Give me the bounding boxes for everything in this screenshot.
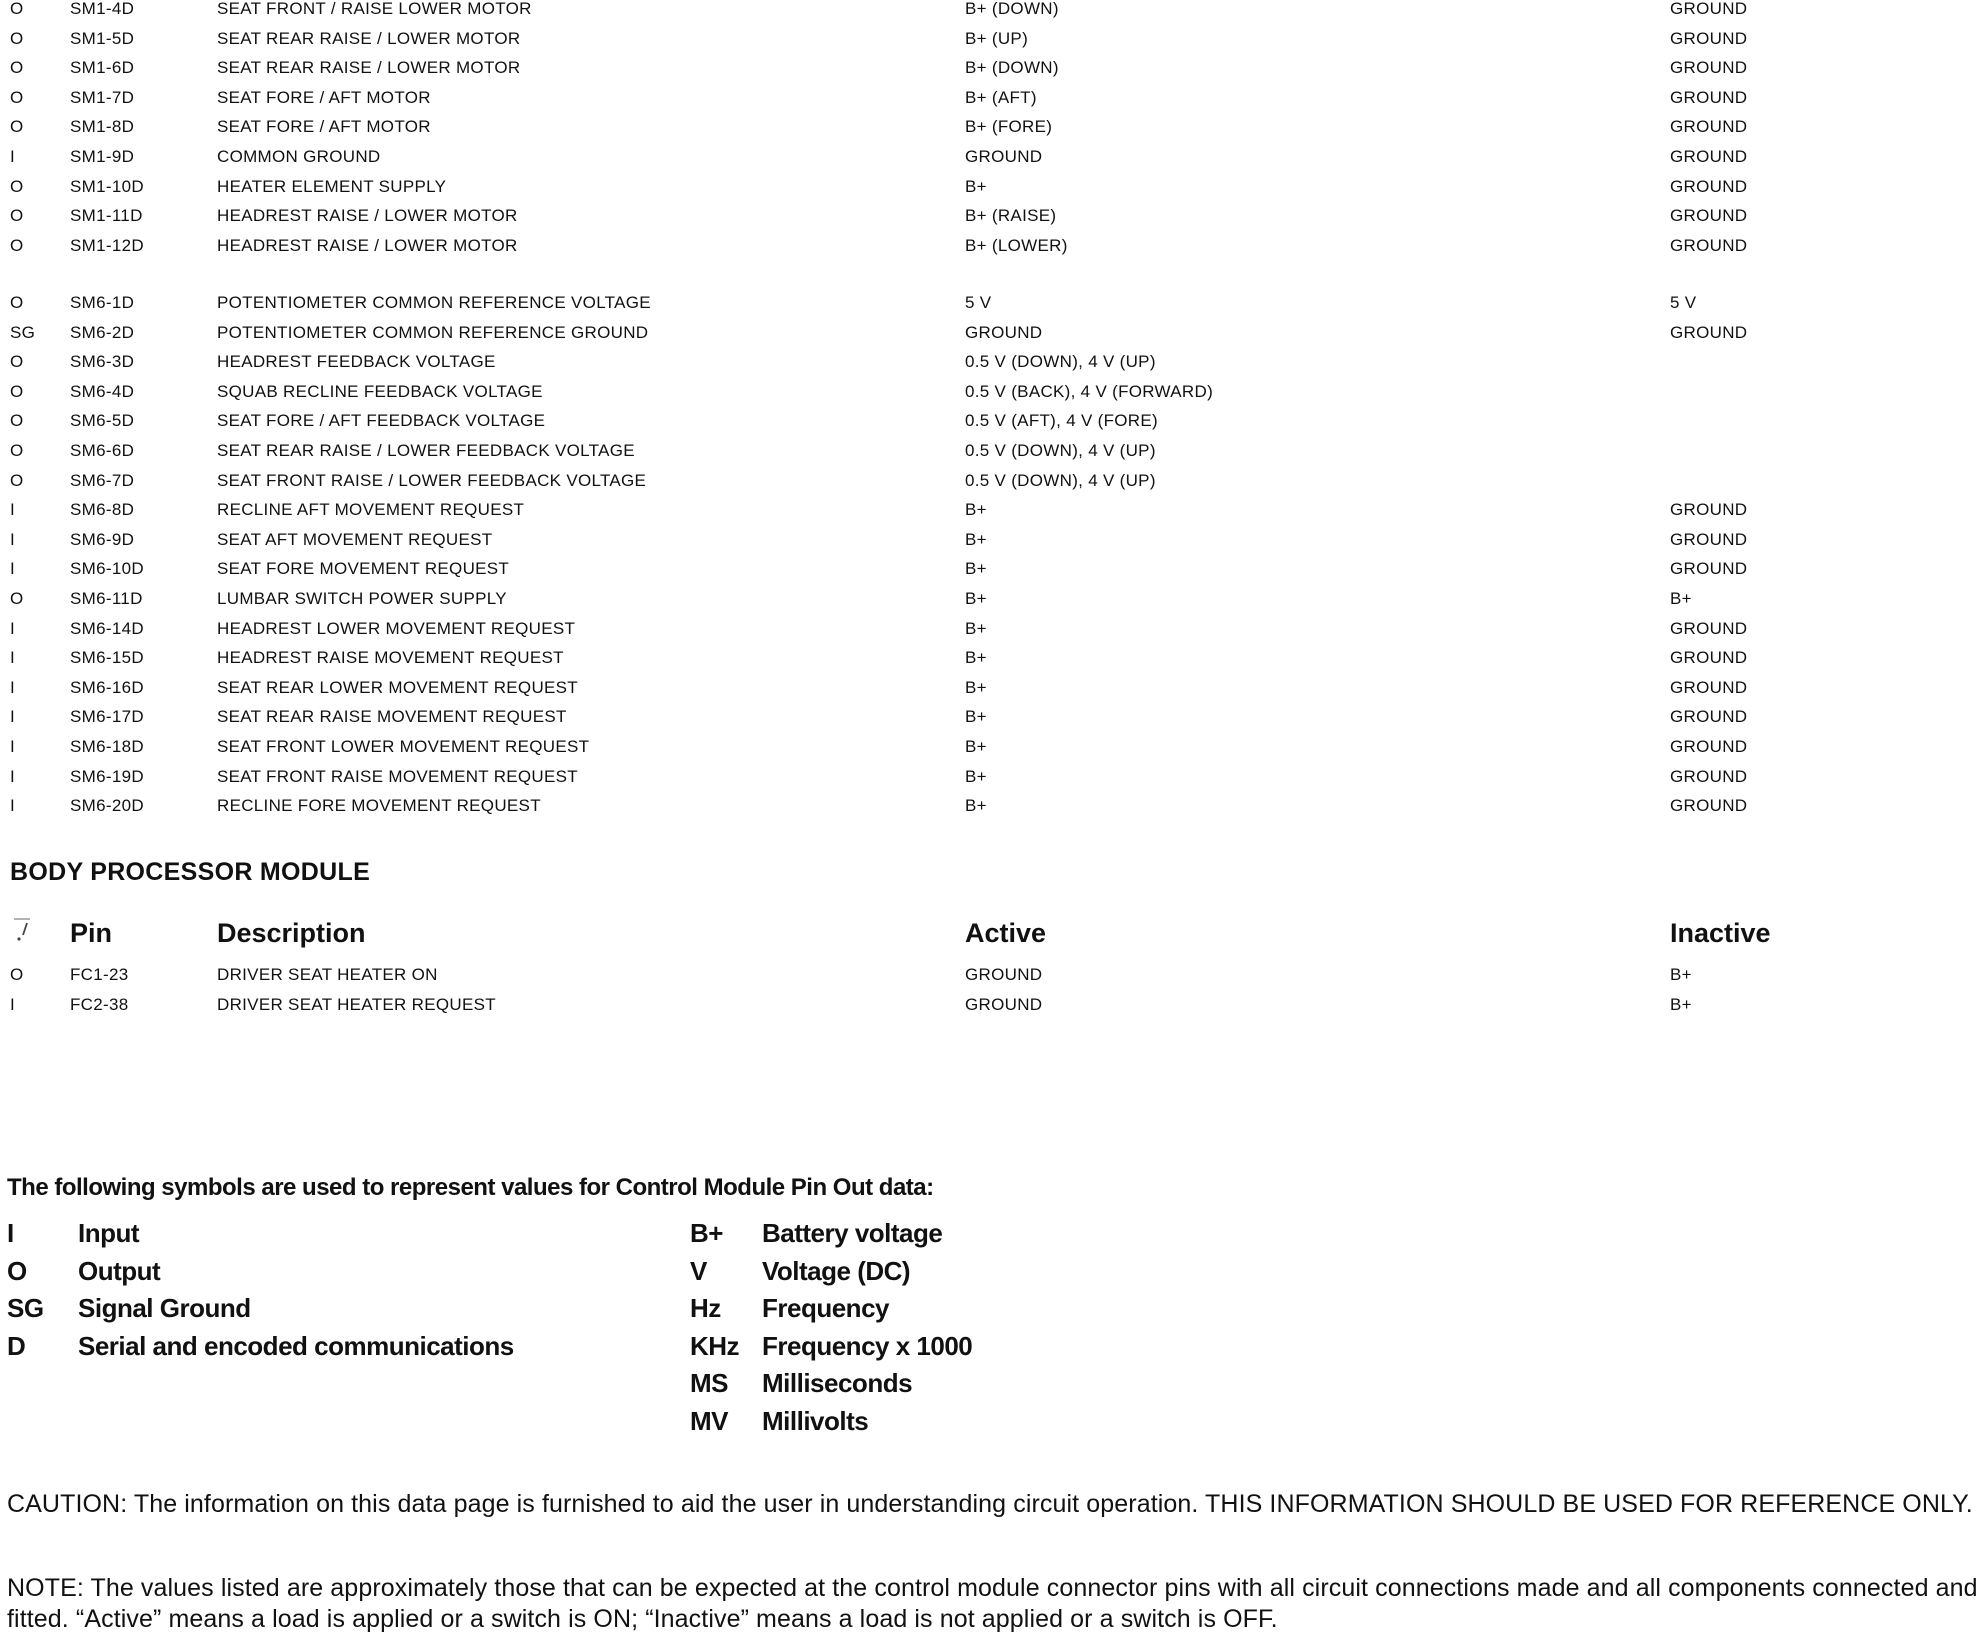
pin-id: SM6-14D [70,618,144,638]
pin-id: SM6-17D [70,707,144,727]
io-code: O [10,28,24,48]
pin-id: SM1-12D [70,235,144,255]
pin-id: SM1-6D [70,58,135,78]
pin-id: SM1-10D [70,176,144,196]
legend-symbol: B+ [690,1218,723,1248]
io-code: O [10,470,24,490]
pin-id: SM6-4D [70,381,135,401]
inactive-value: GROUND [1670,796,1748,816]
io-code: O [10,117,24,137]
inactive-value: GROUND [1670,0,1748,18]
inactive-value: GROUND [1670,737,1748,756]
pin-description: SEAT FORE / AFT MOTOR [217,87,431,107]
table-row [0,55,1984,81]
io-code: I [10,707,16,727]
pin-description: RECLINE FORE MOVEMENT REQUEST [217,796,541,816]
active-value: B+ [965,529,987,549]
pin-description: SEAT AFT MOVEMENT REQUEST [217,529,493,549]
table-row [0,497,1984,523]
active-value: B+ [965,500,987,520]
inactive-value: GROUND [1670,707,1748,727]
legend-meaning: Output [78,1255,161,1286]
table-row [0,962,1984,988]
table-row [0,26,1984,52]
legend-meaning: Milliseconds [762,1368,913,1398]
pin-id: SM6-15D [70,648,144,668]
table-row [0,468,1984,494]
pin-id: SM1-8D [70,117,135,137]
io-code: O [10,206,24,226]
pin-id: SM6-3D [70,352,135,372]
table-row [0,764,1984,790]
table-row [0,527,1984,553]
active-value: 0.5 V (DOWN), 4 V (UP) [965,470,1156,490]
legend-symbol: MS [690,1368,728,1398]
io-code: I [10,529,16,549]
pin-id: SM6-5D [70,411,135,431]
pin-description: SEAT FRONT RAISE / LOWER FEEDBACK VOLTAGE [217,470,647,490]
active-value: B+ [965,707,987,727]
legend-title: The following symbols are used to represent values for Control Module Pin Out data: [7,1174,934,1201]
legend-symbol: MV [690,1405,728,1436]
pin-description: SEAT FORE MOVEMENT REQUEST [217,559,510,579]
pin-description: SEAT REAR RAISE MOVEMENT REQUEST [217,707,567,727]
io-code: O [10,381,24,401]
table-row [0,793,1984,819]
table-row [0,114,1984,140]
table-row [0,645,1984,671]
legend-meaning: Millivolts [762,1405,869,1436]
io-code: O [10,235,24,255]
legend-symbol: D [7,1330,26,1361]
table-row [0,349,1984,375]
table-row [0,704,1984,730]
active-value: B+ (LOWER) [965,235,1068,255]
io-code: I [10,500,16,520]
active-value: B+ [965,618,987,638]
inactive-value: B+ [1670,965,1692,984]
inactive-value: GROUND [1670,766,1748,786]
pin-id: SM6-7D [70,470,135,490]
io-code: O [10,965,24,984]
caution-paragraph: CAUTION: The information on this data page is furnished to aid the user in understanding circuit operation. THIS INFORMATION SHOULD BE USED FOR REFERENCE ONLY. [7,1490,1973,1518]
table-row [0,85,1984,111]
inactive-value: GROUND [1670,618,1748,638]
legend-meaning: Input [78,1218,140,1248]
io-code: I [10,618,16,638]
legend-symbol: O [7,1255,27,1286]
table-row [0,290,1984,316]
pin-description: RECLINE AFT MOVEMENT REQUEST [217,500,525,520]
inactive-value: GROUND [1670,58,1748,78]
pin-description: SQUAB RECLINE FEEDBACK VOLTAGE [217,381,543,401]
active-value: GROUND [965,322,1043,342]
table-row [0,734,1984,760]
active-value: B+ [965,176,987,196]
inactive-value: B+ [1670,589,1692,608]
pin-description: SEAT REAR RAISE / LOWER MOTOR [217,58,521,78]
pin-id: FC2-38 [70,995,129,1014]
active-value: B+ (DOWN) [965,58,1059,78]
legend-symbol: I [7,1218,14,1248]
table-row [0,616,1984,642]
io-code: O [10,589,24,608]
active-value: B+ [965,589,987,608]
note-paragraph: NOTE: The values listed are approximately those that can be expected at the control module connector pins with all circuit connections made and all components connected and fitted. “Active” means a load is applied or a switch is ON; “Inactive” means a load is not applied or a switch is OFF. [7,1574,1978,1633]
legend-meaning: Battery voltage [762,1218,943,1248]
io-code: O [10,87,24,107]
inactive-value: GROUND [1670,87,1748,107]
pin-description: HEATER ELEMENT SUPPLY [217,176,447,196]
legend-symbol: SG [7,1293,44,1323]
io-code: I [10,737,16,756]
legend-meaning: Voltage (DC) [762,1255,911,1286]
pin-id: SM6-19D [70,766,144,786]
pin-description: SEAT FRONT / RAISE LOWER MOTOR [217,0,532,18]
pin-id: SM1-11D [70,206,143,226]
column-header-pin: Pin [70,918,113,948]
io-code: I [10,995,16,1014]
pin-description: SEAT FRONT RAISE MOVEMENT REQUEST [217,766,578,786]
inactive-value: 5 V [1670,293,1697,312]
column-header-inactive: Inactive [1670,918,1771,948]
legend-meaning: Frequency [762,1293,889,1323]
io-code: O [10,58,24,78]
pin-description: SEAT REAR RAISE / LOWER MOTOR [217,28,521,48]
pin-id: SM6-9D [70,529,135,549]
pin-description: HEADREST LOWER MOVEMENT REQUEST [217,618,576,638]
table-row [0,408,1984,434]
io-code: I [10,147,16,166]
table-row [0,320,1984,346]
pin-description: SEAT REAR RAISE / LOWER FEEDBACK VOLTAGE [217,441,635,460]
active-value: B+ (DOWN) [965,0,1059,18]
active-value: GROUND [965,147,1043,166]
inactive-value: GROUND [1670,147,1748,166]
active-value: 0.5 V (AFT), 4 V (FORE) [965,411,1158,431]
active-value: GROUND [965,995,1043,1014]
inactive-value: GROUND [1670,28,1748,48]
pin-description: POTENTIOMETER COMMON REFERENCE GROUND [217,322,649,342]
active-value: B+ (AFT) [965,87,1037,107]
table-row [0,174,1984,200]
active-value: B+ [965,796,987,816]
pin-id: FC1-23 [70,965,129,984]
io-code: I [10,648,16,668]
inactive-value: GROUND [1670,648,1748,668]
pin-id: SM1-5D [70,28,135,48]
table-row [0,144,1984,170]
column-header-active: Active [965,918,1047,948]
pin-description: HEADREST RAISE MOVEMENT REQUEST [217,648,564,668]
active-value: 5 V [965,293,992,312]
inactive-value: GROUND [1670,529,1748,549]
inactive-value: GROUND [1670,206,1748,226]
pin-description: POTENTIOMETER COMMON REFERENCE VOLTAGE [217,293,651,312]
pin-id: SM6-2D [70,322,135,342]
pin-id: SM1-9D [70,147,135,166]
legend-meaning: Signal Ground [78,1293,251,1323]
io-code: I [10,796,16,816]
table-row [0,438,1984,464]
pin-description: HEADREST RAISE / LOWER MOTOR [217,206,518,226]
section-title-body-processor-module: BODY PROCESSOR MODULE [10,858,371,886]
pin-description: LUMBAR SWITCH POWER SUPPLY [217,589,507,608]
io-code: O [10,411,24,431]
legend-symbol: Hz [690,1293,721,1323]
inactive-value: GROUND [1670,677,1748,697]
inactive-value: GROUND [1670,176,1748,196]
pin-id: SM6-18D [70,737,144,756]
pin-description: DRIVER SEAT HEATER REQUEST [217,995,496,1014]
active-value: 0.5 V (DOWN), 4 V (UP) [965,352,1156,372]
legend-symbol: KHz [690,1330,740,1361]
io-code: O [10,293,24,312]
table-row [0,556,1984,582]
pin-id: SM1-7D [70,87,135,107]
pin-description: COMMON GROUND [217,147,381,166]
active-value: B+ [965,648,987,668]
active-value: B+ [965,766,987,786]
pin-description: HEADREST FEEDBACK VOLTAGE [217,352,496,372]
pin-id: SM6-11D [70,589,143,608]
io-code: O [10,176,24,196]
pin-id: SM6-10D [70,559,144,579]
inactive-value: GROUND [1670,117,1748,137]
io-code: I [10,766,16,786]
column-header-description: Description [217,918,366,948]
io-code: I [10,677,16,697]
pin-description: SEAT FRONT LOWER MOVEMENT REQUEST [217,737,590,756]
inactive-value: GROUND [1670,500,1748,520]
active-value: GROUND [965,965,1043,984]
io-code: O [10,441,24,460]
active-value: B+ (FORE) [965,117,1053,137]
io-code: SG [10,322,36,342]
pin-id: SM6-1D [70,293,135,312]
active-value: 0.5 V (DOWN), 4 V (UP) [965,441,1156,460]
table-row [0,0,1984,22]
table-row [0,203,1984,229]
pin-description: HEADREST RAISE / LOWER MOTOR [217,235,518,255]
pin-description: DRIVER SEAT HEATER ON [217,965,438,984]
pin-description: SEAT FORE / AFT MOTOR [217,117,431,137]
io-code: I [10,559,16,579]
inactive-value: GROUND [1670,322,1748,342]
pin-description: SEAT FORE / AFT FEEDBACK VOLTAGE [217,411,546,431]
legend-meaning: Serial and encoded communications [78,1330,514,1361]
inactive-value: GROUND [1670,559,1748,579]
inactive-value: B+ [1670,995,1692,1014]
table-row [0,233,1984,259]
table-row [0,675,1984,701]
pin-id: SM6-20D [70,796,144,816]
legend-symbol: V [690,1255,707,1286]
io-code: O [10,0,24,18]
active-value: B+ (RAISE) [965,206,1057,226]
active-value: B+ [965,559,987,579]
active-value: B+ [965,677,987,697]
pin-id: SM6-16D [70,677,144,697]
active-value: 0.5 V (BACK), 4 V (FORWARD) [965,381,1214,401]
pin-description: SEAT REAR LOWER MOVEMENT REQUEST [217,677,578,697]
active-value: B+ [965,737,987,756]
pin-id: SM6-6D [70,441,135,460]
table-row [0,379,1984,405]
connector-symbol-icon [10,915,40,945]
active-value: B+ (UP) [965,28,1029,48]
table-row [0,586,1984,612]
legend-meaning: Frequency x 1000 [762,1330,973,1361]
pin-id: SM1-4D [70,0,135,18]
table-row [0,992,1984,1018]
inactive-value: GROUND [1670,235,1748,255]
pin-id: SM6-8D [70,500,135,520]
io-code: O [10,352,24,372]
